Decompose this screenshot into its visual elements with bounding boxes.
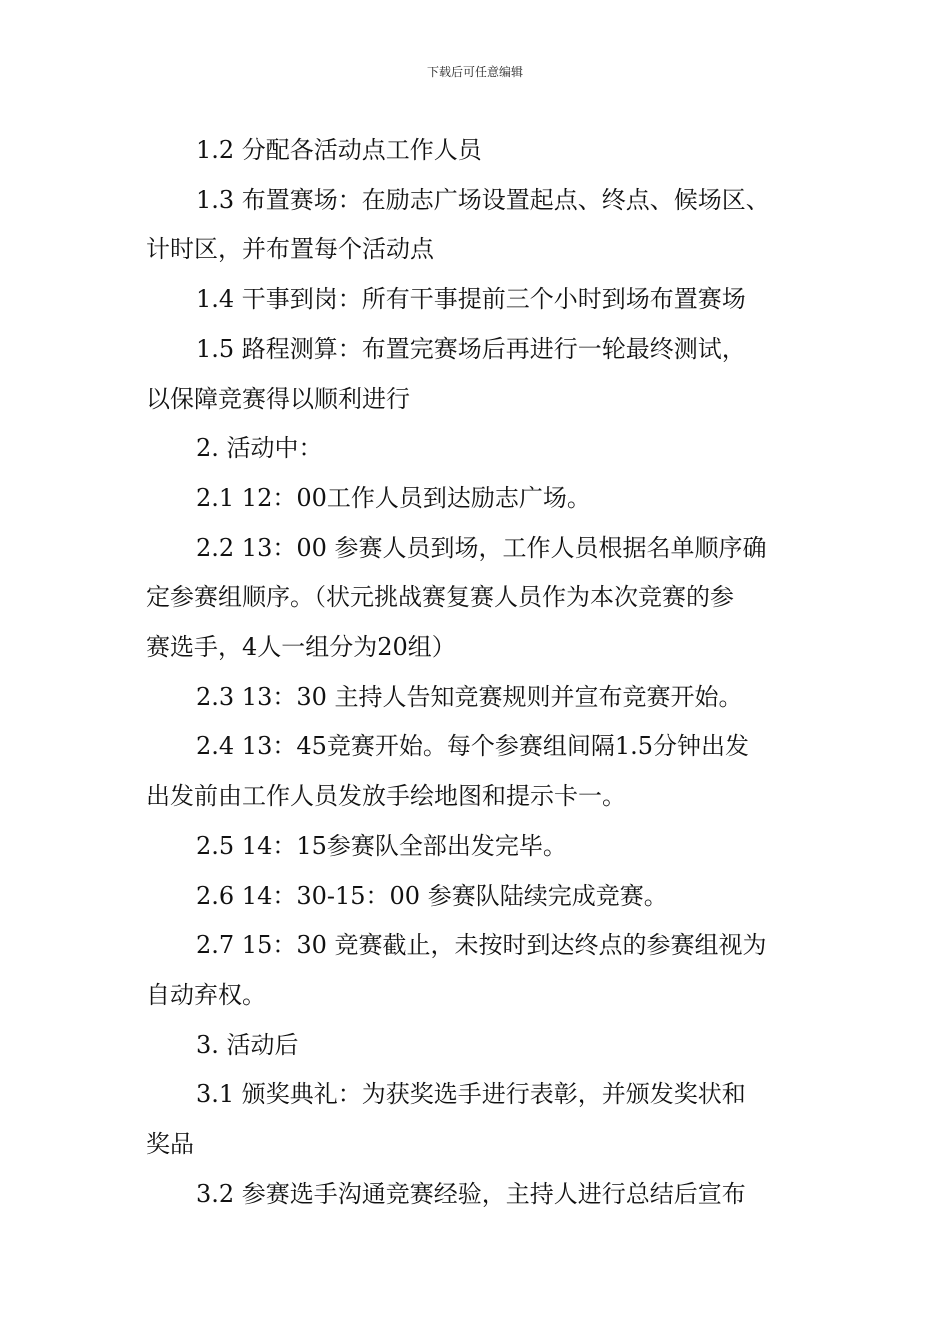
paragraph-line: 2. 活动中： [196,434,323,463]
paragraph [146,722,816,821]
paragraph [146,524,816,673]
paragraph-line: 1.5 路程测算：布置完赛场后再进行一轮最终测试， [196,334,746,363]
paragraph [146,872,816,922]
paragraph-line: 2.3 13：30 主持人告知竞赛规则并宣布竞赛开始。 [196,682,743,711]
paragraph [146,1021,816,1071]
paragraph-line: 1.4 干事到岗：所有干事提前三个小时到场布置赛场 [196,285,746,314]
paragraph-line: 赛选手，4人一组分为20组） [146,633,456,662]
paragraph [146,921,816,1020]
paragraph-line: 出发前由工作人员发放手绘地图和提示卡一。 [146,782,626,811]
paragraph [146,1170,816,1220]
paragraph [146,474,816,524]
paragraph-line: 2.6 14：30-15：00 参赛队陆续完成竞赛。 [196,881,668,910]
paragraph-line: 2.4 13：45竞赛开始。每个参赛组间隔1.5分钟出发 [196,732,750,761]
paragraph-line: 计时区，并布置每个活动点 [146,235,434,264]
paragraph [146,822,816,872]
paragraph-line: 2.2 13：00 参赛人员到场，工作人员根据名单顺序确 [196,533,767,562]
paragraph [146,275,816,325]
paragraph-line: 自动弃权。 [146,980,266,1009]
paragraph [146,673,816,723]
paragraph-line: 以保障竞赛得以顺利进行 [146,384,410,413]
paragraph-line: 2.1 12：00工作人员到达励志广场。 [196,483,591,512]
document-body [146,126,816,1219]
paragraph-line: 3.1 颁奖典礼：为获奖选手进行表彰，并颁发奖状和 [196,1080,746,1109]
paragraph-line: 1.3 布置赛场：在励志广场设置起点、终点、候场区、 [196,185,770,214]
paragraph-line: 3.2 参赛选手沟通竞赛经验，主持人进行总结后宣布 [196,1179,746,1208]
paragraph [146,424,816,474]
paragraph-line: 2.5 14：15参赛队全部出发完毕。 [196,831,567,860]
paragraph-line: 1.2 分配各活动点工作人员 [196,136,482,164]
paragraph-line: 奖品 [146,1130,194,1159]
paragraph-line: 定参赛组顺序。（状元挑战赛复赛人员作为本次竞赛的参 [146,583,734,612]
page-header-note: 下载后可任意编辑 [426,65,523,79]
paragraph-line: 3. 活动后 [196,1030,299,1059]
paragraph [146,126,816,176]
paragraph [146,176,816,275]
paragraph [146,325,816,424]
paragraph-line: 2.7 15：30 竞赛截止，未按时到达终点的参赛组视为 [196,931,767,960]
paragraph [146,1070,816,1169]
